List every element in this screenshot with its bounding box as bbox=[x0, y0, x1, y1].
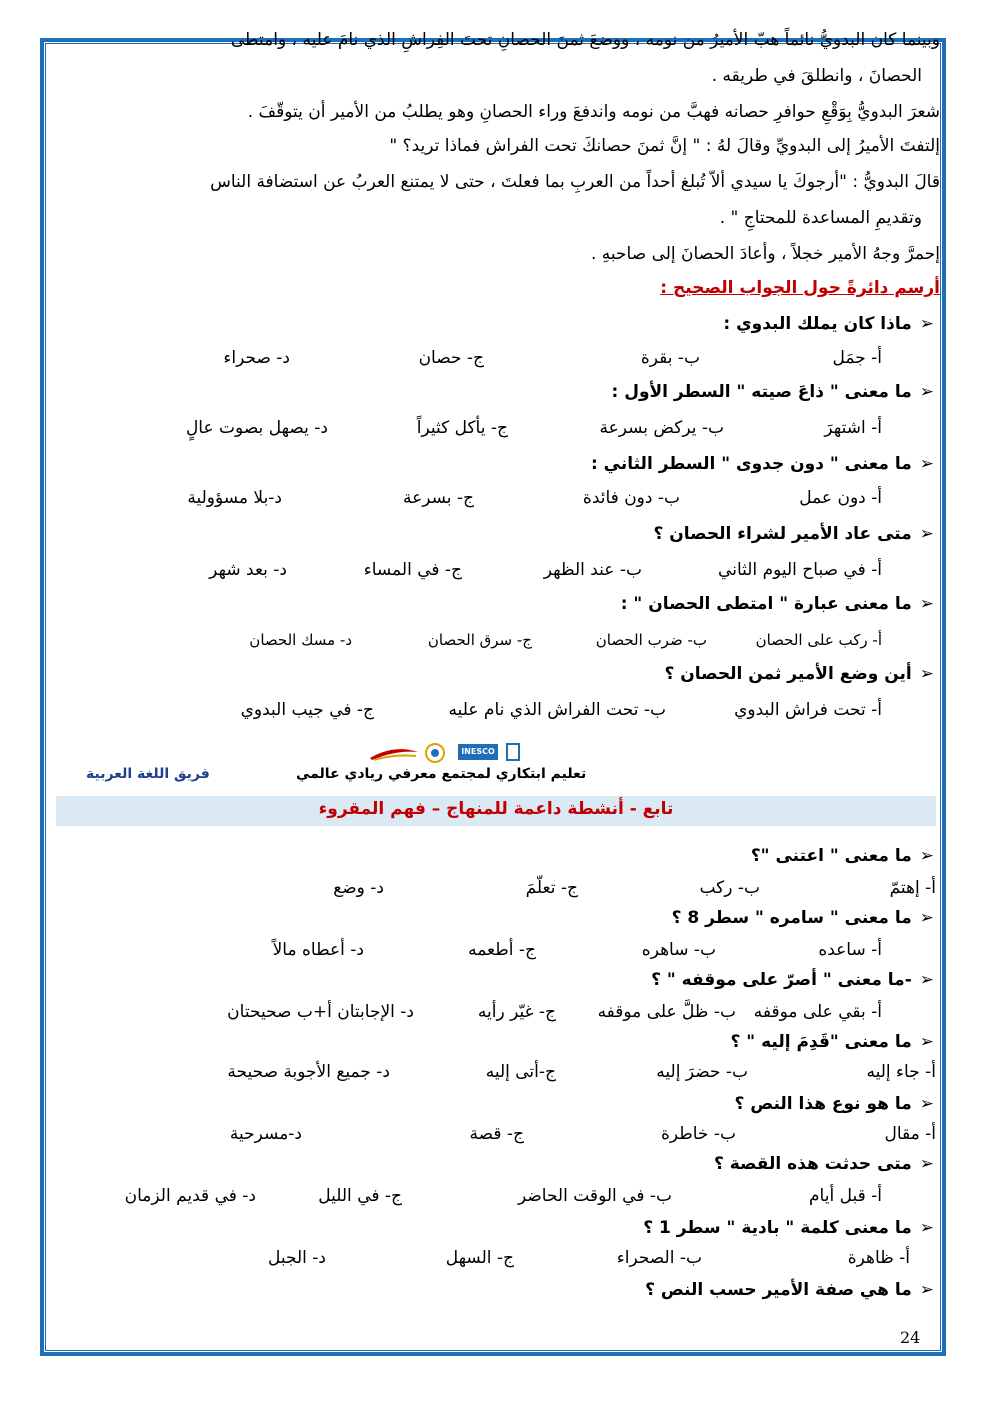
option[interactable]: ج- السهل bbox=[445, 1248, 514, 1268]
passage-line-1: وبينما كان البدويُّ نائماً هبّ الأميرُ من نومه ، ووضعَ ثمنَ الحصانِ تحتَ الفِراشِ الذي نامَ عليه ، وامتطى bbox=[230, 30, 940, 50]
option[interactable]: د- الإجابتان أ+ب صحيحتان bbox=[227, 1002, 414, 1022]
option[interactable]: أ- قبل أيام bbox=[809, 1186, 882, 1206]
option[interactable]: أ- جمَل bbox=[832, 348, 882, 368]
option[interactable]: ج- قصة bbox=[469, 1124, 524, 1144]
option[interactable]: د- في قديم الزمان bbox=[124, 1186, 256, 1206]
banner-title: تابع - أنشطة داعمة للمنهاج – فهم المقروء bbox=[318, 799, 674, 819]
question bbox=[48, 1216, 934, 1240]
team-name: فريق اللغة العربية bbox=[86, 766, 210, 782]
arrow-bullet-icon: ➢ bbox=[919, 970, 934, 990]
arrow-bullet-icon: ➢ bbox=[919, 594, 934, 614]
arrow-bullet-icon: ➢ bbox=[919, 1218, 934, 1238]
star-logo-icon bbox=[424, 742, 446, 764]
option[interactable]: د- الجبل bbox=[268, 1248, 326, 1268]
passage-line-4: إلتفتَ الأميرُ إلى البدويِّ وقالَ لهُ : " إنَّ ثمنَ حصانكَ تحت الفراش فماذا تريد؟ " bbox=[389, 136, 940, 156]
question-text: ما معنى كلمة " بادية " سطر 1 ؟ bbox=[643, 1218, 912, 1238]
option[interactable]: أ- في صباح اليوم الثاني bbox=[718, 560, 882, 580]
option[interactable]: ب- دون فائدة bbox=[582, 488, 680, 508]
option[interactable]: د-مسرحية bbox=[229, 1124, 302, 1144]
option[interactable]: د-بلا مسؤولية bbox=[187, 488, 282, 508]
question bbox=[48, 844, 934, 868]
option[interactable]: ج- حصان bbox=[418, 348, 484, 368]
option[interactable]: ج- في المساء bbox=[363, 560, 462, 580]
option[interactable]: أ- إهتمّ bbox=[889, 878, 936, 898]
option[interactable]: د- صحراء bbox=[223, 348, 290, 368]
question-text: ما معنى "قَدِمَ إليه " ؟ bbox=[730, 1032, 912, 1052]
question-text: ما معنى " سامره " سطر 8 ؟ bbox=[671, 908, 912, 928]
question bbox=[48, 1278, 934, 1302]
option[interactable]: أ- دون عمل bbox=[799, 488, 882, 508]
ministry-logo-icon bbox=[504, 742, 522, 762]
option[interactable]: ب- ظلَّ على موقفه bbox=[597, 1002, 736, 1022]
arrow-bullet-icon: ➢ bbox=[919, 524, 934, 544]
option[interactable]: ب- حضرَ إليه bbox=[656, 1062, 748, 1082]
question bbox=[48, 452, 934, 476]
slogan: تعليم ابتكاري لمجتمع معرفي ريادي عالمي bbox=[296, 766, 587, 782]
question-text: متى حدثت هذه القصة ؟ bbox=[713, 1154, 912, 1174]
passage-line-2: الحصانَ ، وانطلقَ في طريقه . bbox=[711, 66, 922, 86]
arrow-bullet-icon: ➢ bbox=[919, 314, 934, 334]
option[interactable]: ج- في الليل bbox=[318, 1186, 402, 1206]
question bbox=[48, 906, 934, 930]
option[interactable]: أ- ركب على الحصان bbox=[755, 631, 882, 649]
section-banner bbox=[56, 796, 936, 826]
question bbox=[48, 380, 934, 404]
option[interactable]: ب- ساهره bbox=[641, 940, 716, 960]
option[interactable]: ب- في الوقت الحاضر bbox=[517, 1186, 672, 1206]
option[interactable]: أ- ساعده bbox=[818, 940, 882, 960]
option[interactable]: ج-أتى إليه bbox=[485, 1062, 556, 1082]
option[interactable]: ب- خاطرة bbox=[660, 1124, 736, 1144]
question bbox=[48, 522, 934, 546]
option[interactable]: أ- اشتهرَ bbox=[824, 418, 882, 438]
arrow-bullet-icon: ➢ bbox=[919, 454, 934, 474]
question bbox=[48, 592, 934, 616]
option[interactable]: د- مسك الحصان bbox=[249, 631, 352, 649]
question-text: ما معنى " ذاعَ صيته " السطر الأول : bbox=[611, 382, 912, 402]
question bbox=[48, 1152, 934, 1176]
option[interactable]: د- وضع bbox=[333, 878, 384, 898]
option[interactable]: أ- ظاهرة bbox=[847, 1248, 910, 1268]
option[interactable]: د- جميع الأجوبة صحيحة bbox=[227, 1062, 390, 1082]
arrow-bullet-icon: ➢ bbox=[919, 1094, 934, 1114]
passage-line-6: وتقديمِ المساعدة للمحتاجِ " . bbox=[719, 208, 922, 228]
question bbox=[48, 312, 934, 336]
arrow-bullet-icon: ➢ bbox=[919, 908, 934, 928]
option[interactable]: أ- مقال bbox=[884, 1124, 936, 1144]
option[interactable]: ج- بسرعة bbox=[402, 488, 474, 508]
page-number: 24 bbox=[900, 1328, 921, 1347]
question-text: ما معنى " اعتنى "؟ bbox=[750, 846, 912, 866]
option[interactable]: ب- ركب bbox=[699, 878, 760, 898]
arrow-bullet-icon: ➢ bbox=[919, 382, 934, 402]
question-text: أين وضع الأمير ثمن الحصان ؟ bbox=[664, 664, 912, 684]
option[interactable]: ب- الصحراء bbox=[616, 1248, 702, 1268]
option[interactable]: د- يصهل بصوت عالٍ bbox=[185, 418, 328, 438]
arrow-bullet-icon: ➢ bbox=[919, 846, 934, 866]
option[interactable]: أ- تحت فراش البدوي bbox=[734, 700, 882, 720]
question-text: ما معنى " دون جدوى " السطر الثاني : bbox=[590, 454, 912, 474]
arrow-bullet-icon: ➢ bbox=[919, 1032, 934, 1052]
option[interactable]: أ- جاء إليه bbox=[866, 1062, 936, 1082]
footer-logos-row bbox=[60, 740, 940, 800]
question-text: -ما معنى " أصرّ على موقفه " ؟ bbox=[651, 970, 912, 990]
option[interactable]: د- أعطاه مالاً bbox=[272, 940, 364, 960]
question-text: ماذا كان يملك البدوي : bbox=[723, 314, 912, 334]
option[interactable]: ج- تعلّمَ bbox=[525, 878, 578, 898]
section-heading: أرسم دائرةً حول الجواب الصحيح : bbox=[660, 278, 940, 298]
arrow-bullet-icon: ➢ bbox=[919, 1154, 934, 1174]
arrow-bullet-icon: ➢ bbox=[919, 664, 934, 684]
option[interactable]: ب- يركض بسرعة bbox=[599, 418, 724, 438]
option[interactable]: أ- بقي على موقفه bbox=[753, 1002, 882, 1022]
question bbox=[48, 1092, 934, 1116]
arrow-bullet-icon: ➢ bbox=[919, 1280, 934, 1300]
option[interactable]: ب- تحت الفراش الذي نام عليه bbox=[448, 700, 666, 720]
passage-line-7: إحمرَّ وجهُ الأمير خجلاً ، وأعادَ الحصانَ إلى صاحبهِ . bbox=[590, 244, 940, 264]
option[interactable]: ب- بقرة bbox=[640, 348, 700, 368]
question-text: ما هو نوع هذا النص ؟ bbox=[734, 1094, 912, 1114]
question-text: ما معنى عبارة " امتطى الحصان " : bbox=[620, 594, 912, 614]
question bbox=[48, 1030, 934, 1054]
option[interactable]: د- بعد شهر bbox=[209, 560, 287, 580]
passage-line-3: شعرَ البدويُّ بِوَقْعِ حوافرِ حصانه فهبَّ من نومه واندفعَ وراء الحصانِ وهو يطلبُ من الأمير أن يتوقّفَ . bbox=[247, 102, 940, 122]
option[interactable]: ج- سرق الحصان bbox=[427, 631, 532, 649]
option[interactable]: ب- ضرب الحصان bbox=[595, 631, 707, 649]
question-text: متى عاد الأمير لشراء الحصان ؟ bbox=[653, 524, 912, 544]
question bbox=[48, 968, 934, 992]
question-text: ما هي صفة الأمير حسب النص ؟ bbox=[645, 1280, 912, 1300]
pen-logo-icon bbox=[368, 744, 420, 764]
option[interactable]: ج- يأكل كثيراً bbox=[416, 418, 508, 438]
option[interactable]: ج- أطعمه bbox=[468, 940, 536, 960]
passage-line-5: قالَ البدويُّ : "أرجوكَ يا سيدي ألاّ تُبلغ أحداً من العربِ بما فعلتَ ، حتى لا يمتنع العربُ عن استضافة الناس bbox=[210, 172, 940, 192]
option[interactable]: ج- غيّر رأيه bbox=[477, 1002, 556, 1022]
option[interactable]: ج- في جيب البدوي bbox=[240, 700, 374, 720]
option[interactable]: ب- عند الظهر bbox=[543, 560, 642, 580]
question bbox=[48, 662, 934, 686]
inesco-logo: INESCO bbox=[458, 744, 498, 760]
